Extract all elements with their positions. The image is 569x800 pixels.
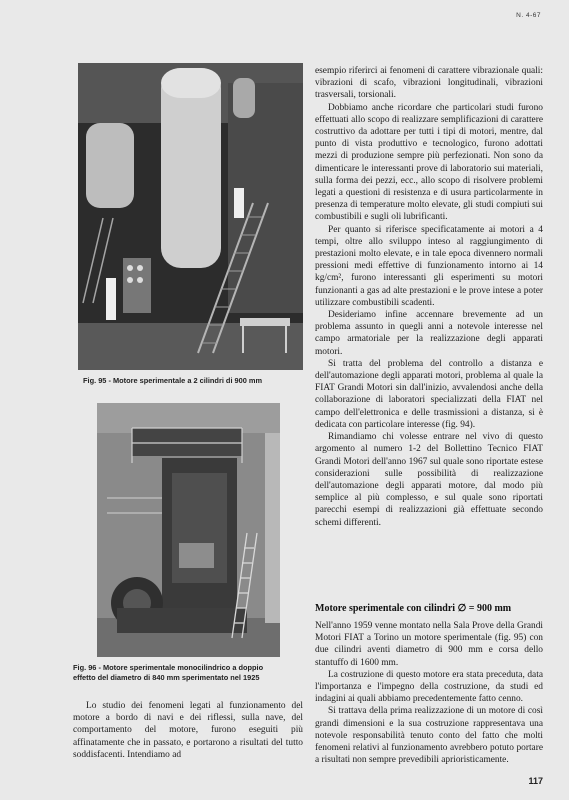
figure-96-caption-line-2: effetto del diametro di 840 mm sperimentato nel 1925 bbox=[73, 673, 260, 682]
right-column-text-lower bbox=[315, 620, 543, 766]
left-paragraph-1: Lo studio dei fenomeni legati al funzionamento del motore a bordo di navi e dei riflessi, sulla nave, del comportamento del motore, furono eseguiti più affinatamente che in passato, e portarono a risultati del tutto soddisfacenti. Intendiamo ad bbox=[73, 701, 303, 760]
right-paragraph-7: Nell'anno 1959 venne montato nella Sala Prove della Grandi Motori FIAT a Torino un motore sperimentale (fig. 95) con due cilindri aventi diametro di 900 mm e corsa dello stantuffo di 1600 mm. bbox=[315, 621, 543, 668]
figure-96-caption bbox=[73, 663, 308, 683]
section-heading: Motore sperimentale con cilindri ∅ = 900 mm bbox=[315, 603, 512, 614]
right-column-text bbox=[315, 65, 543, 529]
right-paragraph-8: La costruzione di questo motore era stata preceduta, data l'importanza e l'impegno della costruzione, da studi ed indagini ai quali abbiamo precedentemente fatto cenno. bbox=[315, 669, 543, 705]
right-paragraph-1: esempio riferirci ai fenomeni di carattere vibrazionale quali: vibrazioni di scafo, vibrazioni longitudinali, vibrazioni trasversali, torsionali. bbox=[315, 66, 543, 101]
issue-code: N. 4-67 bbox=[516, 12, 541, 19]
figure-95-photo bbox=[78, 63, 303, 370]
right-paragraph-3: Per quanto si riferisce specificatamente ai motori a 4 tempi, oltre allo sviluppo inteso al raggiungimento di prestazioni molto elevate, e in tale epoca divennero normali pressioni medi effettive di funzionamento intorno ai 14 kg/cm², furono interessanti gli esperimenti su motori funzionanti a gas ad alte prestazioni e le prove intese a poter utilizzare combustibili scadenti. bbox=[315, 224, 543, 308]
figure-95-caption: Fig. 95 - Motore sperimentale a 2 cilindri di 900 mm bbox=[83, 376, 263, 385]
right-paragraph-9: Si trattava della prima realizzazione di un motore di così grandi dimensioni e la sua costruzione rappresentava una notevole responsabilità tenuto conto del fatto che molti fenomeni relativi al funzionamento avrebbero potuto portare a risultati non sempre prevedibili aprioristicamente. bbox=[315, 706, 543, 766]
right-paragraph-5: Si tratta del problema del controllo a distanza e dell'automazione degli apparati motori, problema al quale la FIAT Grandi Motori sin dall'inizio, avvalendosi anche della collaborazione di laboratori specializzati della FIAT nel campo dell'elettronica e delle trasmissioni a distanza, si è dedicata con particolare interesse (fig. 94). bbox=[315, 358, 543, 430]
figure-96-caption-line-1: Fig. 96 - Motore sperimentale monocilindrico a doppio bbox=[73, 663, 264, 672]
right-paragraph-6: Rimandiamo chi volesse entrare nel vivo di questo argomento al numero 1-2 del Bollettino Tecnico FIAT Grandi Motori dell'anno 1967 sul quale sono riportate estese considerazioni sulle possibilità di realizzazione dell'automazione degli apparati motore, dal modo più semplice al più complesso, e sul quale sono riportati parecchi esempi di realizzazioni già effettuate secondo schemi differenti. bbox=[315, 432, 543, 528]
right-paragraph-4: Desideriamo infine accennare brevemente ad un problema assunto in quegli anni a notevole interesse nel campo armatoriale per la realizzazione degli apparati motori. bbox=[315, 310, 543, 357]
right-paragraph-2: Dobbiamo anche ricordare che particolari studi furono effettuati allo scopo di realizzare semplificazioni di carattere costruttivo da adottare per tutti i tipi di motori, mentre, dal punto di vista produttivo e tecnologico, furono adottati mezzi di produzione sempre più perfezionati. Non sono da dimenticare le interessanti prove di laboratorio sui materiali, sulla forma dei pezzi, ecc., allo scopo di risolvere problemi legati a questioni di resistenza e di usura particolarmente in presenza di temperature molto elevate, gli studi compiuti sui combustibili e sugli oli lubrificanti. bbox=[315, 102, 543, 223]
figure-96-photo bbox=[97, 403, 280, 657]
left-column-text bbox=[73, 700, 303, 761]
page-number: 117 bbox=[528, 776, 543, 786]
